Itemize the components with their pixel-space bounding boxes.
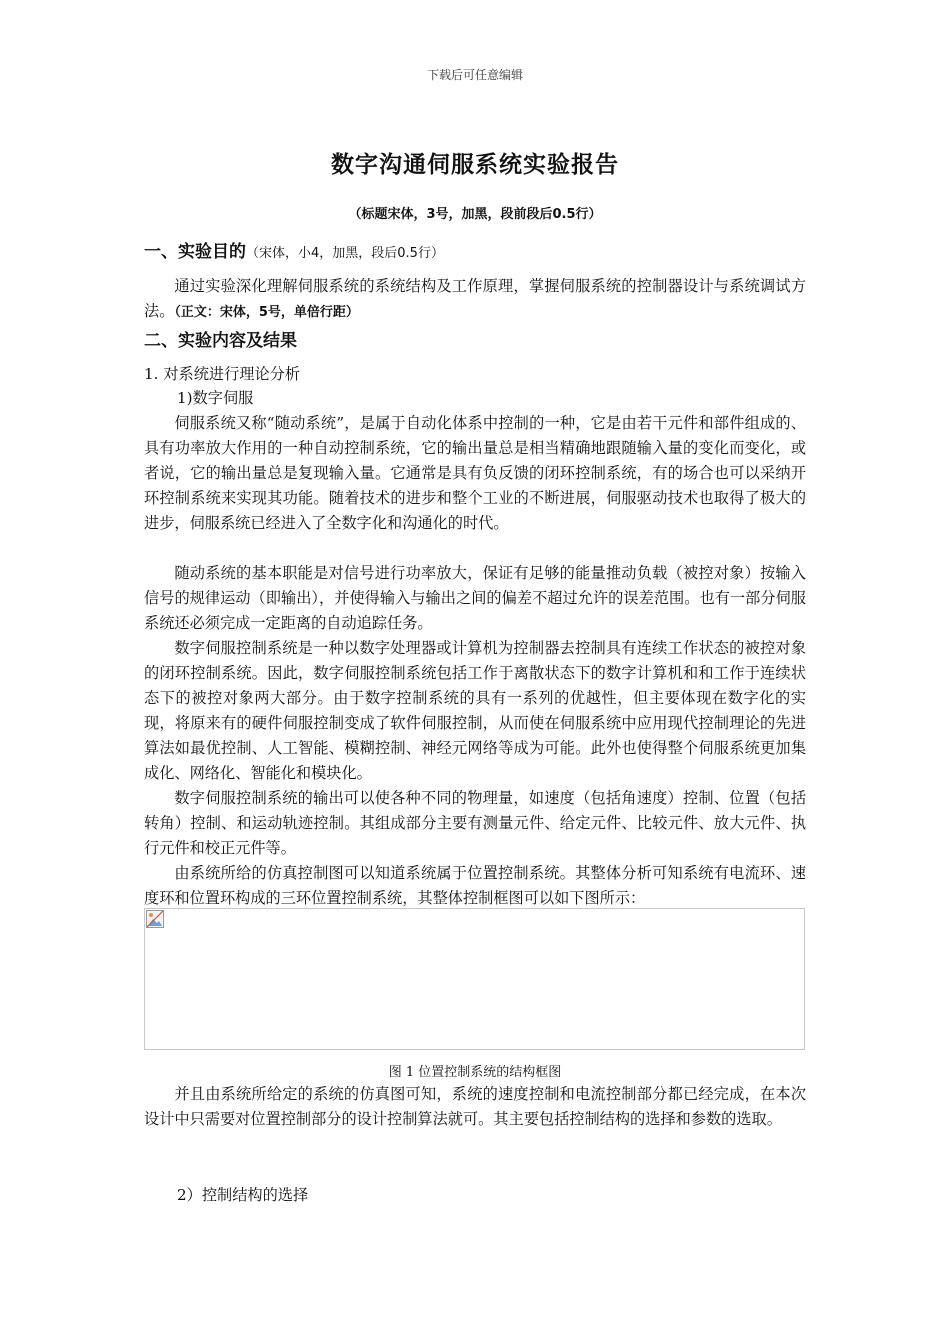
body-paragraph: 由系统所给的仿真控制图可以知道系统属于位置控制系统。其整体分析可知系统有电流环、速度环和位置环构成的三环位置控制系统，其整体控制框图可以如下图所示： — [144, 864, 806, 907]
section-format-note: （宋体，小4，加黑，段后0.5行） — [246, 246, 444, 261]
purpose-text: 通过实验深化理解伺服系统的系统结构及工作原理，掌握伺服系统的控制器设计与系统调试方法。 — [144, 277, 806, 320]
body-paragraph: 伺服系统又称“随动系统”，是属于自动化体系中控制的一种，它是由若干元件和部件组成的、具有功率放大作用的一种自动控制系统，它的输出量总是相当精确地跟随输入量的变化而变化，或者说，它的输出量总是复现输入量。它通常是具有负反馈的闭环控制系统，有的场合也可以采纳开环控制系统来实现其功能。随着技术的进步和整个工业的不断进展，伺服驱动技术也取得了极大的进步，伺服系统已经进入了全数字化和沟通化的时代。 — [144, 414, 806, 532]
figure-image-placeholder — [144, 908, 805, 1050]
body-paragraph: 数字伺服控制系统的输出可以使各种不同的物理量，如速度（包括角速度）控制、位置（包括转角）控制、和运动轨迹控制。其组成部分主要有测量元件、给定元件、比较元件、放大元件、执行元件和校正元件等。 — [144, 789, 806, 857]
report-title: 数字沟通伺服系统实验报告 — [331, 152, 619, 178]
header-note: 下载后可任意编辑 — [426, 68, 523, 82]
broken-image-icon — [146, 910, 164, 928]
body-paragraph: 数字伺服控制系统是一种以数字处理器或计算机为控制器去控制具有连续工作状态的被控对象的闭环控制系统。因此，数字伺服控制系统包括工作于离散状态下的数字计算机和和工作于连续状态下的被控对象两大部分。由于数字控制系统的具有一系列的优越性，但主要体现在数字化的实现，将原来有的硬件伺服控制变成了软件伺服控制，从而使在伺服系统中应用现代控制理论的先进算法如最优控制、人工智能、模糊控制、神经元网络等成为可能。此外也使得整个伺服系统更加集成化、网络化、智能化和模块化。 — [144, 639, 806, 782]
section-heading-text: 一、实验目的 — [144, 242, 246, 262]
subheading-digital-servo: 1)数字伺服 — [177, 389, 254, 407]
section-heading-text: 二、实验内容及结果 — [144, 331, 297, 351]
figure-caption: 图 1 位置控制系统的结构框图 — [388, 1065, 562, 1080]
subheading-theory: 1. 对系统进行理论分析 — [144, 365, 301, 383]
body-paragraph: 并且由系统所给定的系统的仿真图可知，系统的速度控制和电流控制部分都已经完成，在本次设计中只需要对位置控制部分的设计控制算法就可。其主要包括控制结构的选择和参数的选取。 — [144, 1085, 806, 1128]
section-heading-purpose — [144, 237, 444, 262]
subheading-control-structure: 2）控制结构的选择 — [177, 1186, 309, 1204]
purpose-paragraph — [144, 274, 806, 325]
body-paragraph: 随动系统的基本职能是对信号进行功率放大，保证有足够的能量推动负载（被控对象）按输入信号的规律运动（即输出），并使得输入与输出之间的偏差不超过允许的误差范围。也有一部分伺服系统还必须完成一定距离的自动追踪任务。 — [144, 564, 806, 632]
section-heading-content — [144, 326, 297, 351]
title-format-note: （标题宋体，3号，加黑，段前段后0.5行） — [348, 207, 602, 222]
body-format-note: （正文：宋体，5号，单倍行距） — [174, 305, 359, 320]
